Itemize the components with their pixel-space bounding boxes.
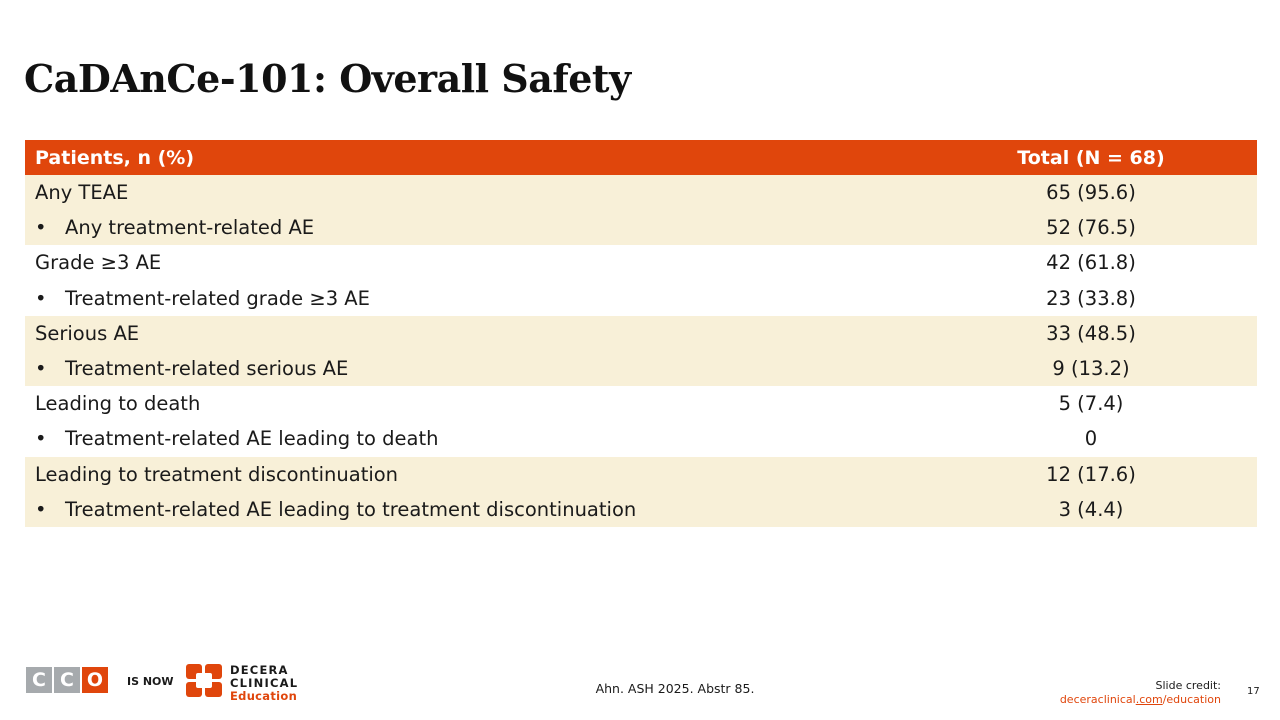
row-label: Treatment-related AE leading to treatment discontinuation xyxy=(65,497,637,521)
row-value: 52 (76.5) xyxy=(925,210,1257,245)
row-value: 5 (7.4) xyxy=(1058,392,1124,416)
table-header-row xyxy=(25,140,1257,175)
citation: Ahn. ASH 2025. Abstr 85. xyxy=(595,681,755,696)
table-row xyxy=(25,492,1257,527)
header-patients: Patients, n (%) xyxy=(25,140,925,175)
row-label: Leading to treatment discontinuation xyxy=(35,462,399,486)
table-row xyxy=(25,351,1257,386)
row-label: Treatment-related serious AE xyxy=(65,357,349,381)
credit-label: Slide credit: xyxy=(1155,679,1221,692)
safety-table xyxy=(25,140,1257,527)
page-title: CaDAnCe-101: Overall Safety xyxy=(24,56,631,101)
cco-letter: O xyxy=(82,667,108,693)
page-number: 17 xyxy=(1247,686,1260,697)
row-label-cell xyxy=(25,421,925,456)
row-label-cell xyxy=(25,316,925,351)
row-value: 33 (48.5) xyxy=(925,316,1257,351)
row-label: Any TEAE xyxy=(35,181,129,205)
table-body xyxy=(25,175,1257,527)
credit-link[interactable] xyxy=(1060,693,1221,707)
table-row xyxy=(25,175,1257,210)
cco-letter: C xyxy=(54,667,80,693)
table-row xyxy=(25,281,1257,316)
row-label: Treatment-related AE leading to death xyxy=(65,427,439,451)
row-value: 42 (61.8) xyxy=(1046,251,1136,275)
row-label: Serious AE xyxy=(35,321,140,345)
bullet-icon: • xyxy=(35,286,47,310)
bullet-icon: • xyxy=(35,497,47,521)
row-label: Treatment-related grade ≥3 AE xyxy=(65,286,370,310)
credit-link-domain: deceraclinical xyxy=(1059,693,1136,706)
decera-line3: Education xyxy=(230,689,298,703)
table-row xyxy=(25,245,1257,280)
bullet-icon: • xyxy=(35,357,47,381)
credit-link-tld: .com xyxy=(1135,693,1163,706)
credit-link-path: /education xyxy=(1162,693,1221,706)
row-value: 65 (95.6) xyxy=(925,175,1257,210)
row-label-cell xyxy=(25,351,925,386)
row-label-cell xyxy=(25,386,925,421)
is-now-label: IS NOW xyxy=(127,675,174,688)
row-label-cell xyxy=(25,175,925,210)
bullet-icon: • xyxy=(35,427,47,451)
table-row xyxy=(25,421,1257,456)
table-row xyxy=(25,210,1257,245)
table-row xyxy=(25,316,1257,351)
row-label-cell xyxy=(25,281,925,316)
decera-line1: DECERA xyxy=(230,663,289,677)
cco-letter: C xyxy=(26,667,52,693)
row-label-cell xyxy=(25,245,925,280)
decera-line2: CLINICAL xyxy=(230,676,299,690)
row-label-cell xyxy=(25,210,925,245)
table-row xyxy=(25,386,1257,421)
row-value: 0 xyxy=(1084,427,1098,451)
row-label: Grade ≥3 AE xyxy=(35,251,162,275)
row-label: Leading to death xyxy=(35,392,201,416)
row-label: Any treatment-related AE xyxy=(65,216,315,240)
row-value: 12 (17.6) xyxy=(925,457,1257,492)
row-value: 9 (13.2) xyxy=(925,351,1257,386)
row-label-cell xyxy=(25,457,925,492)
row-value: 3 (4.4) xyxy=(925,492,1257,527)
row-value: 23 (33.8) xyxy=(1046,286,1136,310)
bullet-icon: • xyxy=(35,216,47,240)
row-label-cell xyxy=(25,492,925,527)
slide-credit xyxy=(1060,679,1221,707)
header-total: Total (N = 68) xyxy=(925,140,1257,175)
table-row xyxy=(25,457,1257,492)
